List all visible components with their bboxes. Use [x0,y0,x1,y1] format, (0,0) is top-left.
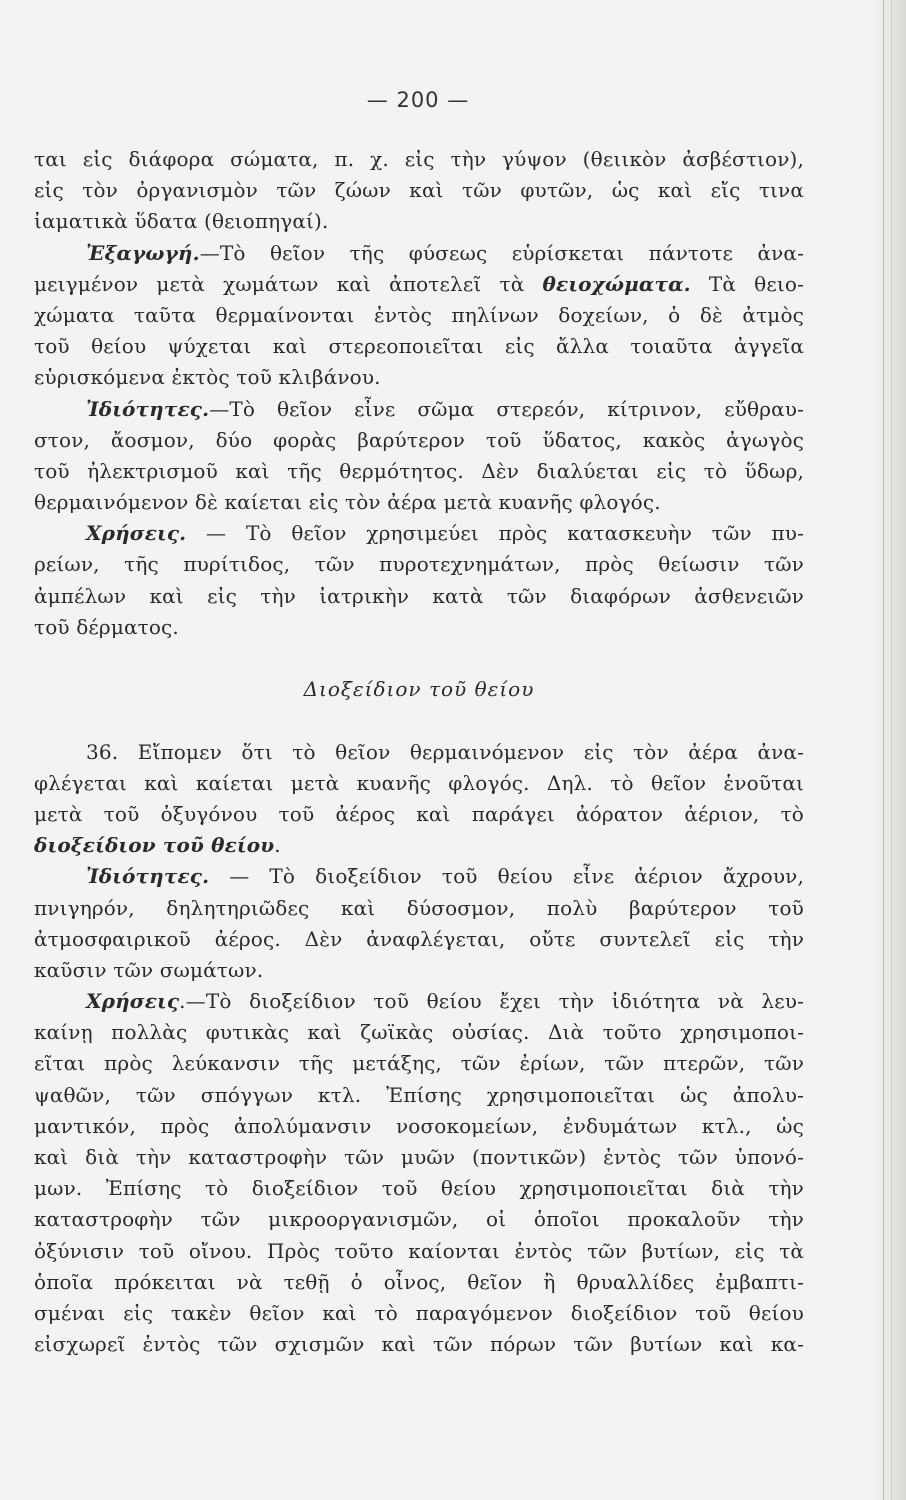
text-line [34,612,804,643]
text-line [34,206,804,237]
emphasized-term: Ἐξαγωγή. [86,240,200,265]
text-line [34,1236,804,1267]
text-line [34,425,804,456]
text-line [34,737,804,768]
text-run: ἀμπέλων καὶ εἰς τὴν ἰατρικὴν κατὰ τῶν διαφόρων ἀσθενειῶν [34,583,804,608]
text-run: Τὰ θειο- [690,271,804,296]
text-line [34,893,804,924]
text-line [34,1298,804,1329]
text-run: — Τὸ διοξείδιον τοῦ θείου εἶνε ἀέριον ἄχρουν, [209,864,804,889]
text-run: ἰαματικὰ ὕδατα (θειοπηγαί). [34,209,329,234]
text-line [34,394,804,425]
text-run: ἀτμοσφαιρικοῦ ἀέρος. Δὲν ἀναφλέγεται, οὔτε συντελεῖ εἰς τὴν [34,926,804,951]
text-line [34,1080,804,1111]
text-line [34,300,804,331]
text-line [34,986,804,1017]
text-line [34,1204,804,1235]
text-line [34,144,804,175]
text-line [34,1329,804,1360]
text-line [34,331,804,362]
emphasized-term: Ἰδιότητες. [86,396,210,421]
text-run: Διοξείδιον τοῦ θείου [303,677,535,702]
text-line [34,1111,804,1142]
page-edge-line [891,0,892,1500]
text-run: μων. Ἐπίσης τὸ διοξείδιον τοῦ θείου χρησιμοποιεῖται διὰ τὴν [34,1176,804,1201]
blank-line [34,705,804,736]
text-run: . [274,833,281,858]
text-run: μαντικόν, πρὸς ἀπολύμανσιν νοσοκομείων, ἐνδυμάτων κτλ., ὡς [34,1113,804,1138]
page-edge-shadow [872,0,906,1500]
text-line [34,487,804,518]
text-line [34,269,804,300]
text-run: ται εἰς διάφορα σώματα, π. χ. εἰς τὴν γύψον (θειικὸν ἀσβέστιον), [34,147,804,171]
page-edge-line [883,0,884,1500]
text-line [34,768,804,799]
text-run: τοῦ ἠλεκτρισμοῦ καὶ τῆς θερμότητος. Δὲν διαλύεται εἰς τὸ ὕδωρ, [34,458,804,483]
text-run: πνιγηρόν, δηλητηριῶδες καὶ δύσοσμον, πολὺ βαρύτερον τοῦ [34,895,804,920]
text-line [34,549,804,580]
section-heading [34,674,804,705]
text-run: εὑρισκόμενα ἐκτὸς τοῦ κλιβάνου. [34,365,381,390]
text-line [34,861,804,892]
text-line [34,830,804,861]
text-line [34,799,804,830]
text-line [34,456,804,487]
text-run: σμέναι εἰς τακὲν θεῖον καὶ τὸ παραγόμενον διοξείδιον τοῦ θείου [34,1300,804,1325]
text-line [34,1017,804,1048]
text-run: φλέγεται καὶ καίεται μετὰ κυανῆς φλογός. Δηλ. τὸ θεῖον ἑνοῦται [34,770,804,795]
text-run: ψαθῶν, τῶν σπόγγων κτλ. Ἐπίσης χρησιμοποιεῖται ὡς ἀπολυ- [34,1082,804,1107]
text-line [34,1048,804,1079]
text-run: στον, ἄοσμον, δύο φορὰς βαρύτερον τοῦ ὕδατος, κακὸς ἀγωγὸς [34,427,804,452]
text-line [34,238,804,269]
text-line [34,175,804,206]
text-line [34,1142,804,1173]
text-run: θερμαινόμενον δὲ καίεται εἰς τὸν ἀέρα μετὰ κυανῆς φλογός. [34,490,661,515]
text-run: καταστροφὴν τῶν μικροοργανισμῶν, οἱ ὁποῖοι προκαλοῦν τὴν [34,1207,804,1232]
emphasized-term: Χρήσεις [86,989,180,1014]
text-run: .—Τὸ διοξείδιον τοῦ θείου ἔχει τὴν ἰδιότητα νὰ λευ- [179,989,804,1014]
text-run: — Τὸ θεῖον χρησιμεύει πρὸς κατασκευὴν τῶν πυ- [186,521,804,546]
emphasized-term: Χρήσεις. [86,521,187,546]
text-run: εῖται πρὸς λεύκανσιν τῆς μετάξης, τῶν ἐρίων, τῶν πτερῶν, τῶν [34,1051,804,1076]
blank-line [34,643,804,674]
text-run: ρείων, τῆς πυρίτιδος, τῶν πυροτεχνημάτων, πρὸς θείωσιν τῶν [34,552,804,577]
emphasized-term: διοξείδιον τοῦ θείου [34,833,275,858]
text-line [34,1267,804,1298]
text-run: 36. Εἴπομεν ὅτι τὸ θεῖον θερμαινόμενον εἰς τὸν ἀέρα ἀνα- [86,739,804,764]
text-run: καίνῃ πολλὰς φυτικὰς καὶ ζωϊκὰς οὐσίας. Διὰ τοῦτο χρησιμοποι- [34,1020,804,1045]
page-body [34,144,804,1360]
emphasized-term: Ἰδιότητες. [86,864,210,889]
text-run: —Τὸ θεῖον εἶνε σῶμα στερεόν, κίτρινον, εὔθραυ- [209,396,804,421]
text-line [34,924,804,955]
text-run: τοῦ δέρματος. [34,614,179,639]
text-run: τοῦ θείου ψύχεται καὶ στερεοποιεῖται εἰς ἄλλα τοιαῦτα ἀγγεῖα [34,334,804,359]
emphasized-term: θειοχώματα. [542,271,691,296]
text-line [34,362,804,393]
text-run: καὶ διὰ τὴν καταστροφὴν τῶν μυῶν (ποντικῶν) ἐντὸς τῶν ὑπονό- [34,1145,804,1169]
text-run: εἰς τὸν ὀργανισμὸν τῶν ζώων καὶ τῶν φυτῶν, ὡς καὶ εἴς τινα [34,178,804,203]
text-run: ὁποῖα πρόκειται νὰ τεθῇ ὁ οἶνος, θεῖον ἢ θρυαλλίδες ἐμβαπτι- [34,1269,804,1294]
text-line [34,1173,804,1204]
text-run: ὀξύνισιν τοῦ οἴνου. Πρὸς τοῦτο καίονται ἐντὸς τῶν βυτίων, εἰς τὰ [34,1238,804,1263]
text-run: μετὰ τοῦ ὀξυγόνου τοῦ ἀέρος καὶ παράγει ἀόρατον ἀέριον, τὸ [34,801,804,826]
text-line [34,955,804,986]
text-run: —Τὸ θεῖον τῆς φύσεως εὑρίσκεται πάντοτε ἀνα- [199,240,804,265]
text-run: καῦσιν τῶν σωμάτων. [34,957,264,982]
page-number: — 200 — [366,88,470,112]
text-run: εἰσχωρεῖ ἐντὸς τῶν σχισμῶν καὶ τῶν πόρων τῶν βυτίων καὶ κα- [34,1332,804,1357]
text-run: χώματα ταῦτα θερμαίνονται ἐντὸς πηλίνων δοχείων, ὁ δὲ ἀτμὸς [34,302,804,327]
text-line [34,518,804,549]
text-line [34,581,804,612]
text-run: μειγμένον μετὰ χωμάτων καὶ ἀποτελεῖ τὰ [34,271,543,296]
